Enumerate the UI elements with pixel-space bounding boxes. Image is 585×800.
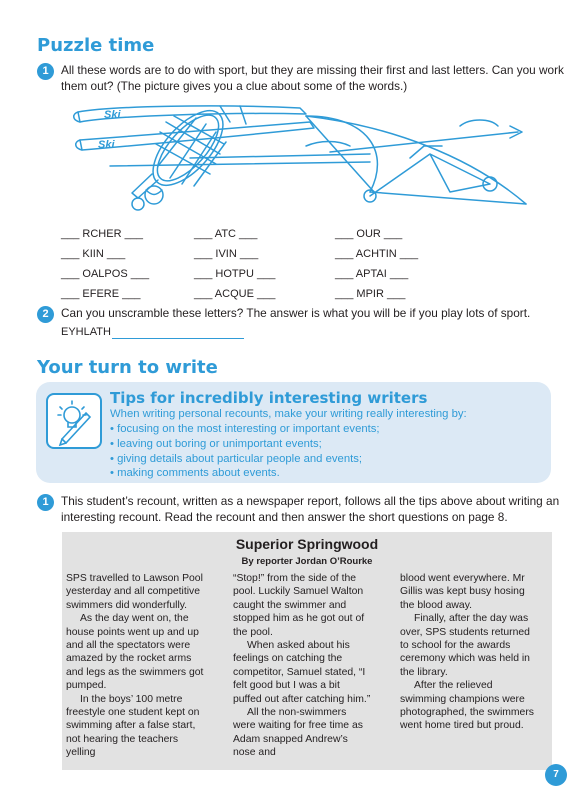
word-row1-col2: ___ ATC ___ bbox=[194, 228, 258, 240]
puzzle-heading: Puzzle time bbox=[37, 35, 155, 56]
word-row1-col3: ___ OUR ___ bbox=[335, 228, 403, 240]
word-row4-col1: ___ EFERE ___ bbox=[61, 288, 141, 300]
tips-title: Tips for incredibly interesting writers bbox=[110, 389, 428, 407]
write-q1-line1: This student’s recount, written as a newspaper report, follows all the tips above about writing an bbox=[61, 494, 560, 508]
word-row4-col2: ___ ACQUE ___ bbox=[194, 288, 276, 300]
article-byline: By reporter Jordan O’Rourke bbox=[241, 556, 373, 567]
article-paragraph: When asked about his feelings on catching the competitor, Samuel stated, “I felt good but I was a bit puffed out after catching him.” bbox=[233, 640, 371, 705]
word-row1-col1: ___ RCHER ___ bbox=[61, 228, 143, 240]
write-q1-line2: interesting recount. Read the recount and then answer the short questions on page 8. bbox=[61, 510, 508, 524]
tips-item: • focusing on the most interesting or important events; bbox=[110, 423, 380, 435]
puzzle-q1-line2: them out? (The picture gives you a clue about some of the words.) bbox=[61, 79, 408, 93]
page-number: 7 bbox=[553, 769, 559, 780]
write-heading: Your turn to write bbox=[37, 357, 218, 378]
article-paragraph: After the relieved swimming champions were photographed, the swimmers went home tired but proud. bbox=[400, 680, 534, 732]
article-paragraph: All the non-swimmers were waiting for free time as Adam snapped Andrew’s nose and bbox=[233, 707, 363, 759]
scramble-letters: EYHLATH bbox=[61, 326, 111, 338]
word-row4-col3: ___ MPIR ___ bbox=[335, 288, 406, 300]
question-number-badge: 1 bbox=[37, 494, 54, 511]
tips-icon-frame bbox=[46, 393, 102, 449]
tips-item: • leaving out boring or unimportant events; bbox=[110, 438, 322, 450]
article-paragraph: SPS travelled to Lawson Pool yesterday and all competitive swimmers did wonderfully. bbox=[66, 573, 203, 611]
word-row3-col1: ___ OALPOS ___ bbox=[61, 268, 150, 280]
article-paragraph: “Stop!” from the side of the pool. Luckily Samuel Walton caught the swimmer and stopped him as he got out of the pool. bbox=[233, 573, 365, 638]
puzzle-q2-text: Can you unscramble these letters? The answer is what you will be if you play lots of sport. bbox=[61, 306, 531, 320]
answer-line[interactable] bbox=[112, 338, 244, 339]
pencil-lightbulb-icon bbox=[48, 395, 100, 447]
article-headline: Superior Springwood bbox=[235, 536, 379, 552]
question-number-badge: 1 bbox=[37, 63, 54, 80]
article-paragraph: blood went everywhere. Mr Gillis was kept busy hosing the blood away. bbox=[400, 573, 525, 611]
puzzle-q1-line1: All these words are to do with sport, but they are missing their first and last letters. Can you work bbox=[61, 63, 564, 77]
word-row2-col1: ___ KIIN ___ bbox=[61, 248, 126, 260]
article-column-1 bbox=[66, 572, 204, 760]
article-column-3 bbox=[400, 572, 538, 733]
question-number-badge: 2 bbox=[37, 306, 54, 323]
ski-label-1: Ski bbox=[104, 109, 121, 121]
ski-label-2: Ski bbox=[98, 139, 115, 151]
article-paragraph: As the day went on, the house points went up and up and all the spectators were amazed by the rocket arms and legs as the swimmers got pumped. bbox=[66, 613, 204, 692]
article-paragraph: Finally, after the day was over, SPS students returned to school for the awards ceremony which was held in the library. bbox=[400, 613, 530, 678]
tips-item: • making comments about events. bbox=[110, 467, 280, 479]
tips-intro: When writing personal recounts, make your writing really interesting by: bbox=[110, 408, 467, 420]
tips-item: • giving details about particular people and events; bbox=[110, 453, 363, 465]
article-column-2 bbox=[233, 572, 371, 760]
word-row3-col3: ___ APTAI ___ bbox=[335, 268, 409, 280]
word-row2-col2: ___ IVIN ___ bbox=[194, 248, 259, 260]
article-paragraph: In the boys’ 100 metre freestyle one student kept on swimming after a false start, not hearing the teachers yelling bbox=[66, 693, 200, 759]
word-row3-col2: ___ HOTPU ___ bbox=[194, 268, 276, 280]
word-row2-col3: ___ ACHTIN ___ bbox=[335, 248, 419, 260]
sports-equipment-illustration bbox=[70, 96, 530, 214]
